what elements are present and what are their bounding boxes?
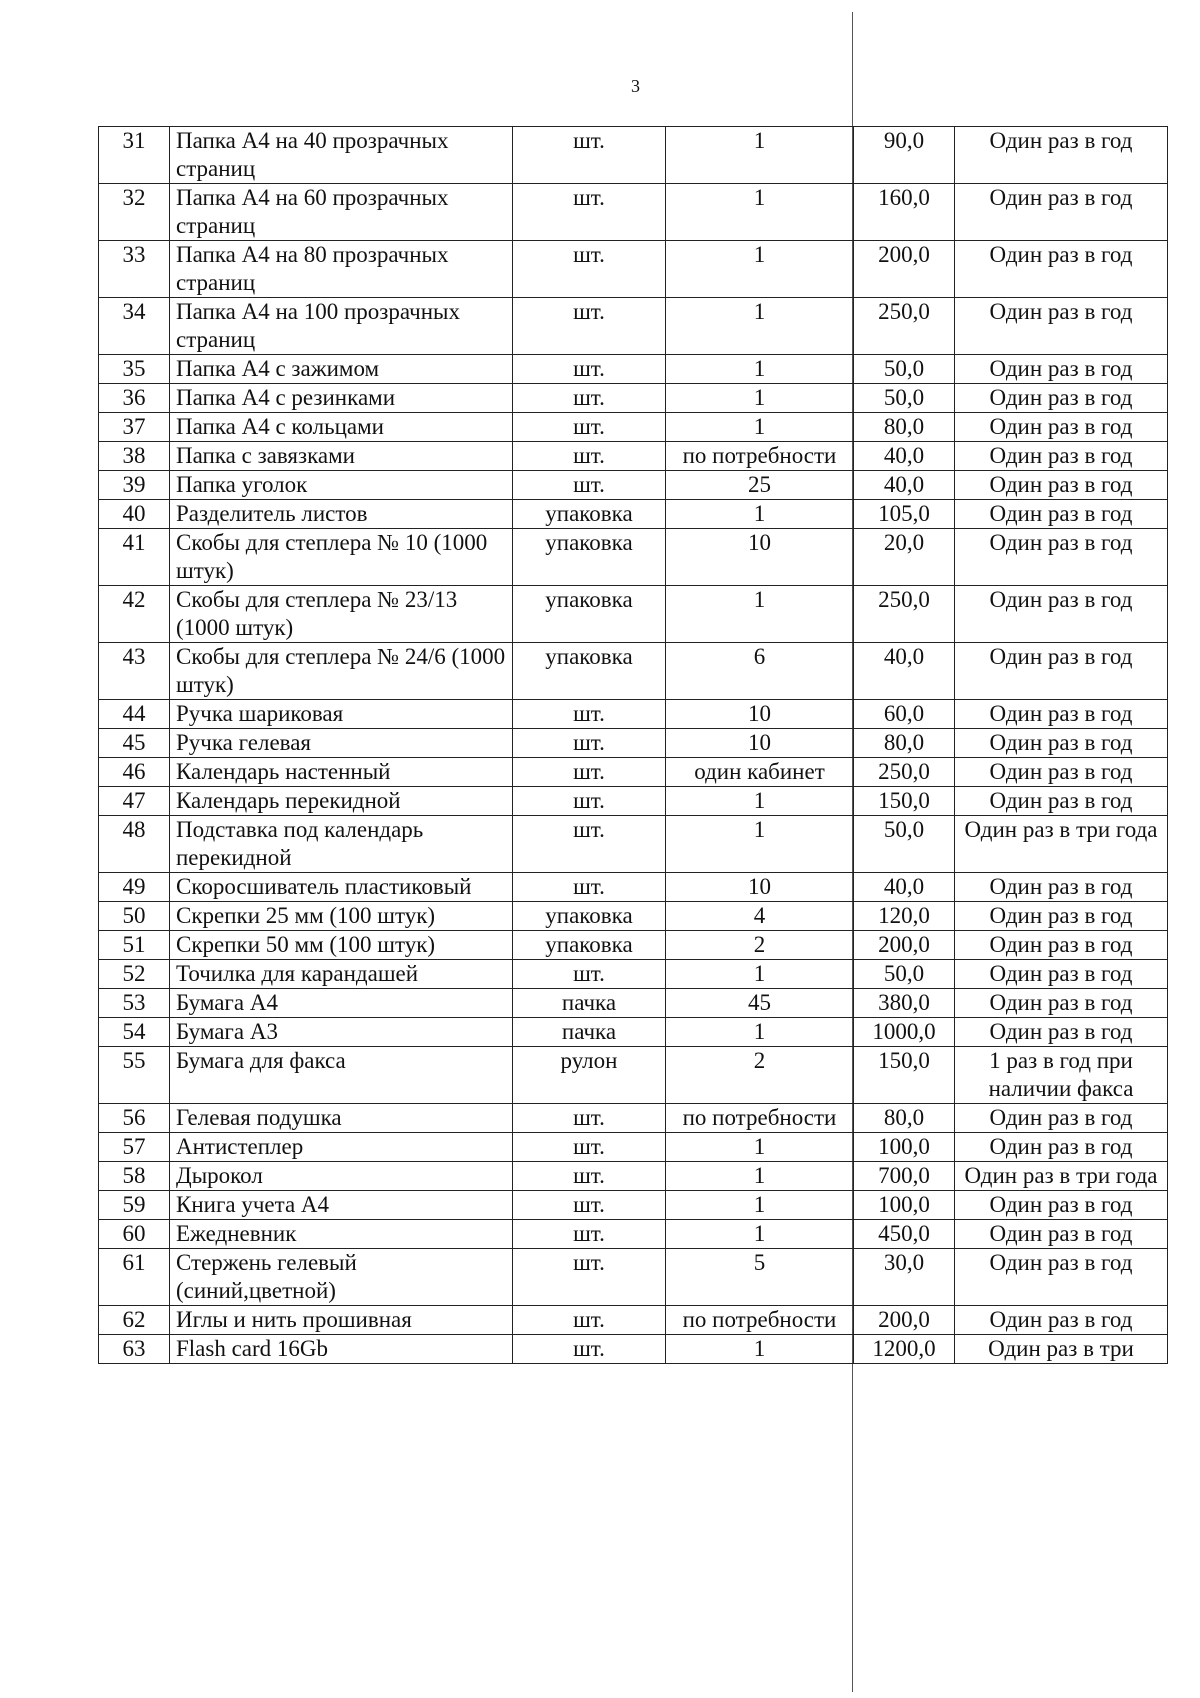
row-number: 58 <box>99 1162 170 1191</box>
row-number: 42 <box>99 586 170 643</box>
table-row <box>99 127 1168 184</box>
table-row <box>99 1220 1168 1249</box>
item-name: Папка А4 на 40 прозрачных страниц <box>170 127 513 184</box>
item-price: 250,0 <box>854 586 955 643</box>
item-quantity: 1 <box>666 960 854 989</box>
item-unit: шт. <box>513 960 666 989</box>
item-price: 120,0 <box>854 902 955 931</box>
item-name: Бумага А3 <box>170 1018 513 1047</box>
row-number: 37 <box>99 413 170 442</box>
row-number: 35 <box>99 355 170 384</box>
row-number: 52 <box>99 960 170 989</box>
item-period: Один раз в год <box>955 873 1168 902</box>
item-period: Один раз в год <box>955 442 1168 471</box>
item-quantity: 1 <box>666 1335 854 1364</box>
item-name: Flash card 16Gb <box>170 1335 513 1364</box>
item-period: Один раз в год <box>955 787 1168 816</box>
item-price: 250,0 <box>854 298 955 355</box>
item-period: Один раз в год <box>955 1306 1168 1335</box>
item-name: Иглы и нить прошивная <box>170 1306 513 1335</box>
item-name: Книга учета А4 <box>170 1191 513 1220</box>
item-unit: шт. <box>513 1335 666 1364</box>
item-period: Один раз в год <box>955 931 1168 960</box>
item-unit: упаковка <box>513 500 666 529</box>
item-period: Один раз в год <box>955 127 1168 184</box>
item-name: Папка А4 с зажимом <box>170 355 513 384</box>
row-number: 60 <box>99 1220 170 1249</box>
item-name: Папка А4 с резинками <box>170 384 513 413</box>
item-quantity: по потребности <box>666 1104 854 1133</box>
item-period: Один раз в год <box>955 413 1168 442</box>
item-price: 100,0 <box>854 1191 955 1220</box>
row-number: 50 <box>99 902 170 931</box>
item-unit: упаковка <box>513 586 666 643</box>
item-period: Один раз в три года <box>955 816 1168 873</box>
item-period: Один раз в год <box>955 500 1168 529</box>
table-row <box>99 442 1168 471</box>
item-name: Гелевая подушка <box>170 1104 513 1133</box>
item-name: Папка А4 на 60 прозрачных страниц <box>170 184 513 241</box>
table-row <box>99 184 1168 241</box>
row-number: 55 <box>99 1047 170 1104</box>
item-name: Антистеплер <box>170 1133 513 1162</box>
row-number: 56 <box>99 1104 170 1133</box>
item-unit: шт. <box>513 1306 666 1335</box>
item-name: Папка А4 на 100 прозрачных страниц <box>170 298 513 355</box>
item-unit: шт. <box>513 442 666 471</box>
item-unit: шт. <box>513 873 666 902</box>
item-quantity: 1 <box>666 184 854 241</box>
item-quantity: 2 <box>666 931 854 960</box>
item-quantity: 1 <box>666 1220 854 1249</box>
item-price: 450,0 <box>854 1220 955 1249</box>
item-name: Календарь перекидной <box>170 787 513 816</box>
row-number: 46 <box>99 758 170 787</box>
item-unit: пачка <box>513 989 666 1018</box>
row-number: 47 <box>99 787 170 816</box>
item-name: Дырокол <box>170 1162 513 1191</box>
table-row <box>99 902 1168 931</box>
item-unit: шт. <box>513 1220 666 1249</box>
item-price: 150,0 <box>854 787 955 816</box>
item-unit: шт. <box>513 729 666 758</box>
row-number: 57 <box>99 1133 170 1162</box>
item-unit: рулон <box>513 1047 666 1104</box>
table-row <box>99 787 1168 816</box>
item-period: Один раз в год <box>955 471 1168 500</box>
item-name: Бумага А4 <box>170 989 513 1018</box>
item-unit: шт. <box>513 355 666 384</box>
item-price: 40,0 <box>854 471 955 500</box>
item-quantity: 1 <box>666 1133 854 1162</box>
item-period: 1 раз в год при наличии факса <box>955 1047 1168 1104</box>
item-price: 100,0 <box>854 1133 955 1162</box>
item-unit: шт. <box>513 816 666 873</box>
item-name: Стержень гелевый (синий,цветной) <box>170 1249 513 1306</box>
item-period: Один раз в год <box>955 586 1168 643</box>
item-period: Один раз в год <box>955 729 1168 758</box>
item-price: 80,0 <box>854 1104 955 1133</box>
item-quantity: 5 <box>666 1249 854 1306</box>
item-quantity: по потребности <box>666 1306 854 1335</box>
row-number: 53 <box>99 989 170 1018</box>
item-quantity: 25 <box>666 471 854 500</box>
table-row <box>99 960 1168 989</box>
item-name: Ручка шариковая <box>170 700 513 729</box>
item-period: Один раз в год <box>955 1018 1168 1047</box>
item-period: Один раз в год <box>955 355 1168 384</box>
item-quantity: 45 <box>666 989 854 1018</box>
item-period: Один раз в год <box>955 1249 1168 1306</box>
item-unit: шт. <box>513 298 666 355</box>
item-quantity: 1 <box>666 1162 854 1191</box>
item-price: 160,0 <box>854 184 955 241</box>
table-row <box>99 643 1168 700</box>
item-unit: шт. <box>513 127 666 184</box>
item-period: Один раз в год <box>955 643 1168 700</box>
item-quantity: 1 <box>666 500 854 529</box>
row-number: 38 <box>99 442 170 471</box>
item-period: Один раз в год <box>955 241 1168 298</box>
item-name: Разделитель листов <box>170 500 513 529</box>
item-price: 80,0 <box>854 413 955 442</box>
row-number: 44 <box>99 700 170 729</box>
item-name: Скобы для степлера № 24/6 (1000 штук) <box>170 643 513 700</box>
table-row <box>99 1104 1168 1133</box>
item-quantity: по потребности <box>666 442 854 471</box>
table-row <box>99 873 1168 902</box>
item-price: 90,0 <box>854 127 955 184</box>
table-row <box>99 1162 1168 1191</box>
row-number: 32 <box>99 184 170 241</box>
item-price: 50,0 <box>854 960 955 989</box>
item-unit: шт. <box>513 700 666 729</box>
item-unit: шт. <box>513 1133 666 1162</box>
table-row <box>99 529 1168 586</box>
table-row <box>99 1335 1168 1364</box>
item-period: Один раз в год <box>955 758 1168 787</box>
row-number: 36 <box>99 384 170 413</box>
item-price: 30,0 <box>854 1249 955 1306</box>
item-quantity: 2 <box>666 1047 854 1104</box>
item-name: Точилка для карандашей <box>170 960 513 989</box>
table-row <box>99 1018 1168 1047</box>
item-unit: шт. <box>513 1104 666 1133</box>
row-number: 54 <box>99 1018 170 1047</box>
item-price: 20,0 <box>854 529 955 586</box>
row-number: 41 <box>99 529 170 586</box>
item-quantity: 1 <box>666 816 854 873</box>
item-price: 105,0 <box>854 500 955 529</box>
table-row <box>99 586 1168 643</box>
item-unit: шт. <box>513 471 666 500</box>
item-unit: шт. <box>513 241 666 298</box>
table-row <box>99 241 1168 298</box>
item-period: Один раз в год <box>955 298 1168 355</box>
item-unit: упаковка <box>513 931 666 960</box>
item-quantity: один кабинет <box>666 758 854 787</box>
item-quantity: 10 <box>666 873 854 902</box>
page-number: 3 <box>631 76 640 96</box>
item-unit: шт. <box>513 184 666 241</box>
table-row <box>99 989 1168 1018</box>
item-quantity: 1 <box>666 1191 854 1220</box>
item-period: Один раз в год <box>955 902 1168 931</box>
item-period: Один раз в три <box>955 1335 1168 1364</box>
item-quantity: 1 <box>666 787 854 816</box>
table-body <box>99 127 1168 1364</box>
row-number: 59 <box>99 1191 170 1220</box>
supplies-table <box>98 126 1168 1364</box>
item-name: Бумага для факса <box>170 1047 513 1104</box>
item-quantity: 4 <box>666 902 854 931</box>
row-number: 62 <box>99 1306 170 1335</box>
item-name: Скрепки 25 мм (100 штук) <box>170 902 513 931</box>
item-period: Один раз в год <box>955 1133 1168 1162</box>
item-price: 380,0 <box>854 989 955 1018</box>
item-quantity: 10 <box>666 700 854 729</box>
item-price: 60,0 <box>854 700 955 729</box>
table-row <box>99 1306 1168 1335</box>
item-price: 150,0 <box>854 1047 955 1104</box>
row-number: 31 <box>99 127 170 184</box>
table-row <box>99 298 1168 355</box>
item-quantity: 6 <box>666 643 854 700</box>
item-period: Один раз в год <box>955 1220 1168 1249</box>
table-row <box>99 1249 1168 1306</box>
table-row <box>99 816 1168 873</box>
row-number: 39 <box>99 471 170 500</box>
item-unit: шт. <box>513 384 666 413</box>
item-price: 200,0 <box>854 241 955 298</box>
item-price: 1200,0 <box>854 1335 955 1364</box>
item-unit: шт. <box>513 1162 666 1191</box>
item-price: 80,0 <box>854 729 955 758</box>
item-price: 200,0 <box>854 931 955 960</box>
item-unit: упаковка <box>513 529 666 586</box>
item-name: Скобы для степлера № 10 (1000 штук) <box>170 529 513 586</box>
item-unit: шт. <box>513 787 666 816</box>
item-quantity: 1 <box>666 1018 854 1047</box>
item-quantity: 1 <box>666 298 854 355</box>
item-quantity: 1 <box>666 127 854 184</box>
row-number: 45 <box>99 729 170 758</box>
row-number: 33 <box>99 241 170 298</box>
item-unit: упаковка <box>513 643 666 700</box>
row-number: 34 <box>99 298 170 355</box>
item-name: Календарь настенный <box>170 758 513 787</box>
item-price: 700,0 <box>854 1162 955 1191</box>
item-price: 250,0 <box>854 758 955 787</box>
item-price: 50,0 <box>854 355 955 384</box>
item-period: Один раз в год <box>955 989 1168 1018</box>
item-unit: пачка <box>513 1018 666 1047</box>
table-row <box>99 413 1168 442</box>
table-row <box>99 1047 1168 1104</box>
item-quantity: 1 <box>666 355 854 384</box>
table-row <box>99 1191 1168 1220</box>
row-number: 51 <box>99 931 170 960</box>
item-quantity: 1 <box>666 384 854 413</box>
row-number: 61 <box>99 1249 170 1306</box>
table-row <box>99 931 1168 960</box>
item-period: Один раз в год <box>955 529 1168 586</box>
table-row <box>99 758 1168 787</box>
row-number: 48 <box>99 816 170 873</box>
row-number: 49 <box>99 873 170 902</box>
item-price: 200,0 <box>854 1306 955 1335</box>
item-name: Скрепки 50 мм (100 штук) <box>170 931 513 960</box>
item-price: 40,0 <box>854 643 955 700</box>
item-name: Ручка гелевая <box>170 729 513 758</box>
item-name: Ежедневник <box>170 1220 513 1249</box>
row-number: 40 <box>99 500 170 529</box>
item-unit: шт. <box>513 1249 666 1306</box>
item-period: Один раз в год <box>955 184 1168 241</box>
item-unit: шт. <box>513 413 666 442</box>
item-name: Подставка под календарь перекидной <box>170 816 513 873</box>
item-unit: шт. <box>513 1191 666 1220</box>
item-price: 50,0 <box>854 384 955 413</box>
item-period: Один раз в три года <box>955 1162 1168 1191</box>
item-quantity: 10 <box>666 729 854 758</box>
item-name: Папка с завязками <box>170 442 513 471</box>
item-period: Один раз в год <box>955 1104 1168 1133</box>
table-row <box>99 384 1168 413</box>
item-name: Скобы для степлера № 23/13 (1000 штук) <box>170 586 513 643</box>
table-row <box>99 355 1168 384</box>
item-name: Папка уголок <box>170 471 513 500</box>
item-unit: шт. <box>513 758 666 787</box>
item-name: Скоросшиватель пластиковый <box>170 873 513 902</box>
item-quantity: 1 <box>666 586 854 643</box>
row-number: 43 <box>99 643 170 700</box>
item-quantity: 1 <box>666 241 854 298</box>
item-period: Один раз в год <box>955 1191 1168 1220</box>
item-name: Папка А4 с кольцами <box>170 413 513 442</box>
item-price: 40,0 <box>854 442 955 471</box>
item-period: Один раз в год <box>955 700 1168 729</box>
item-period: Один раз в год <box>955 384 1168 413</box>
item-name: Папка А4 на 80 прозрачных страниц <box>170 241 513 298</box>
item-quantity: 1 <box>666 413 854 442</box>
table-row <box>99 1133 1168 1162</box>
row-number: 63 <box>99 1335 170 1364</box>
item-price: 50,0 <box>854 816 955 873</box>
item-price: 1000,0 <box>854 1018 955 1047</box>
table-row <box>99 729 1168 758</box>
table-row <box>99 500 1168 529</box>
table-row <box>99 700 1168 729</box>
item-quantity: 10 <box>666 529 854 586</box>
item-period: Один раз в год <box>955 960 1168 989</box>
table-row <box>99 471 1168 500</box>
item-price: 40,0 <box>854 873 955 902</box>
item-unit: упаковка <box>513 902 666 931</box>
